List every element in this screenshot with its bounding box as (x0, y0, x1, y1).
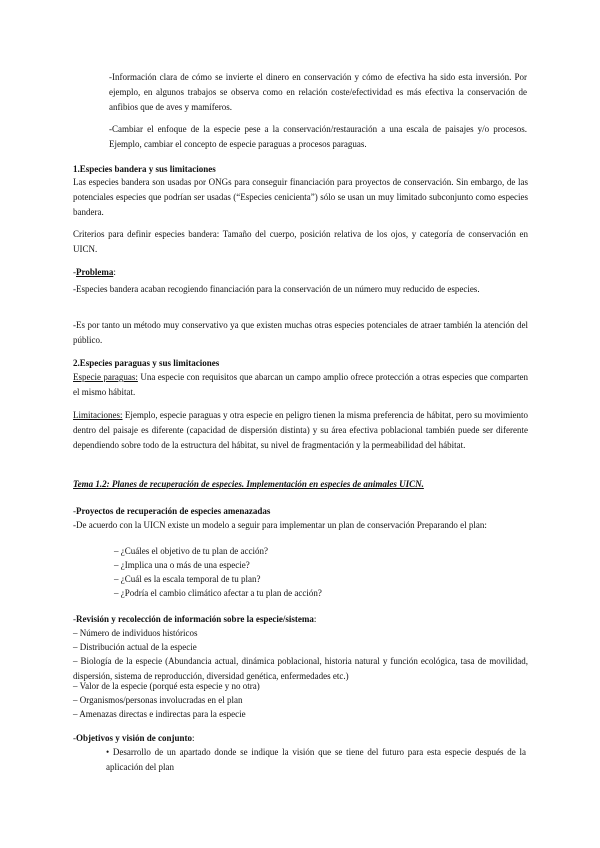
objetivos-heading (73, 731, 528, 746)
tema-title: Tema 1.2: Planes de recuperación de especies. Implementación en especies de animales UICN. (73, 479, 424, 489)
revision-item-1: – Número de individuos históricos (73, 628, 198, 638)
problem-item-2: -Es por tanto un método muy conservativo ya que existen muchas otras especies potenciales de atraer también la atención del público. (73, 320, 528, 345)
objetivos-bullet: • Desarrollo de un apartado donde se indique la visión que se tiene del futuro para esta especie después de la aplicación del plan (106, 747, 526, 772)
limitaciones-text: Ejemplo, especie paraguas y otra especie en peligro tienen la misma preferencia de hábitat, pero su movimiento dentro del paisaje es diferente (capacidad de dispersión distinta) y su área efectiva poblacional también puede ser diferente dependiendo sobre todo de la estructura del hábitat, su nivel de fragmentación y la permeabilidad del hábitat. (73, 410, 528, 450)
revision-item-6: – Amenazas directas e indirectas para la especie (73, 709, 246, 719)
paraguas-paragraph (73, 370, 528, 400)
revision-item-2: – Distribución actual de la especie (73, 642, 197, 652)
limitaciones-paragraph (73, 408, 528, 453)
section2-heading: 2.Especies paraguas y sus limitaciones (73, 358, 220, 368)
revision-label: Revisión y recolección de información sobre la especie/sistema (76, 614, 314, 624)
intro-paragraph-2: -Cambiar el enfoque de la especie pese a la conservación/restauración a una escala de paisajes y/o procesos. Ejemplo, cambiar el concepto de especie paraguas a procesos paraguas. (109, 124, 527, 149)
question-item-4: – ¿Podría el cambio climático afectar a tu plan de acción? (114, 588, 322, 598)
proyectos-prefix: - (73, 506, 76, 516)
intro-paragraph-1: -Información clara de cómo se invierte el dinero en conservación y cómo de efectiva ha sido esta inversión. Por ejemplo, en algunos trabajos se observa como en relación coste/efectividad es más efectiva la conservación de anfibios que de aves y mamíferos. (109, 72, 527, 112)
section1-paragraph: Las especies bandera son usadas por ONGs para conseguir financiación para proyectos de conservación. Sin embargo, de las potenciales especies que podrían ser usadas (“Especies cenicienta”) sólo se usan un muy limitado subconjunto como especies bandera. (73, 177, 528, 217)
question-item-1: – ¿Cuáles el objetivo de tu plan de acción? (114, 546, 268, 556)
section1-heading: 1.Especies bandera y sus limitaciones (73, 164, 216, 174)
problema-label-line (73, 265, 528, 280)
revision-heading (73, 612, 528, 627)
question-item-3: – ¿Cuál es la escala temporal de tu plan? (114, 574, 261, 584)
proyectos-label: Proyectos de recuperación de especies amenazadas (76, 506, 271, 516)
paraguas-text: Una especie con requisitos que abarcan un campo amplio ofrece protección a otras especies que comparten el mismo hábitat. (73, 372, 529, 397)
criteria-paragraph: Criterios para definir especies bandera: Tamaño del cuerpo, posición relativa de los ojos, y categoría de conservación en UICN. (73, 229, 528, 254)
proyectos-intro: -De acuerdo con la UICN existe un modelo a seguir para implementar un plan de conservación Preparando el plan: (73, 520, 487, 530)
revision-item-3: – Biología de la especie (Abundancia actual, dinámica poblacional, historia natural y función ecológica, tasa de movilidad, dispersión, sistema de reproducción, diversidad genética, enfermedades etc.) (73, 656, 528, 681)
problema-suffix: : (113, 267, 116, 277)
question-item-2: – ¿Implica una o más de una especie? (114, 560, 250, 570)
revision-prefix: - (73, 614, 76, 624)
objetivos-label: Objetivos y visión de conjunto (76, 733, 193, 743)
problema-label: Problema (76, 267, 114, 277)
revision-suffix: : (313, 614, 317, 624)
problema-prefix: - (73, 267, 76, 277)
limitaciones-label: Limitaciones: (73, 410, 123, 420)
objetivos-suffix: : (192, 733, 195, 743)
problem-item-1: -Especies bandera acaban recogiendo financiación para la conservación de un número muy reducido de especies. (73, 284, 480, 294)
proyectos-heading (73, 504, 528, 519)
objetivos-prefix: - (73, 733, 76, 743)
paraguas-label: Especie paraguas: (73, 372, 138, 382)
revision-item-4: – Valor de la especie (porqué esta especie y no otra) (73, 681, 260, 691)
revision-item-5: – Organismos/personas involucradas en el plan (73, 695, 243, 705)
